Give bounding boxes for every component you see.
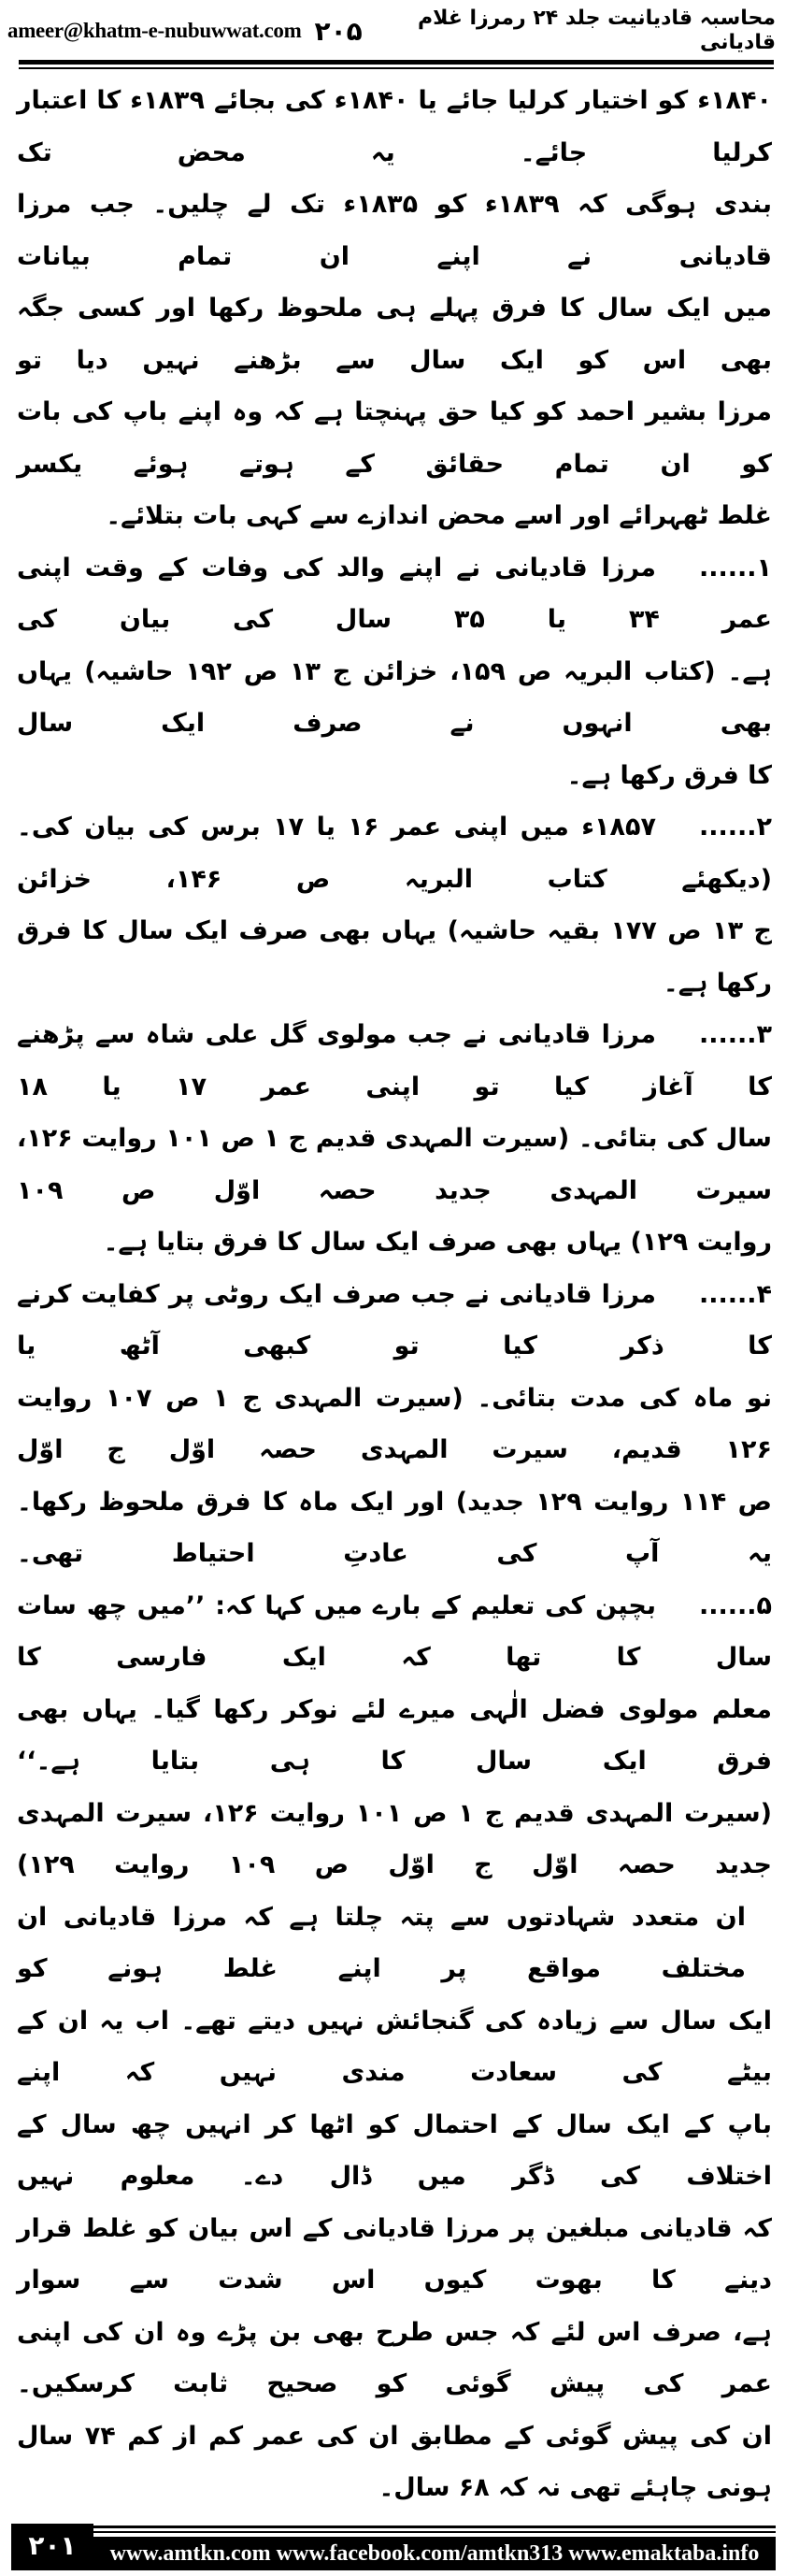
page-header [0, 0, 785, 75]
item-text: بچپن کی تعلیم کے بارے میں کہا کہ: ’’میں چھ سات سال کا تھا کہ ایک فارسی کا [17, 1590, 772, 1672]
text-line: میں ایک سال کا فرق پہلے ہی ملحوظ رکھا اور کسی جگہ بھی اس کو ایک سال سے بڑھنے نہیں دیا تو [17, 294, 772, 375]
text-line: بندی ہوگی کہ ۱۸۳۹ء کو ۱۸۳۵ء تک لے چلیں۔ جب مرزا قادیانی نے اپنے ان تمام بیانات [17, 190, 772, 271]
item-marker: ۲...... [698, 813, 772, 842]
footer-rule-top [93, 2526, 776, 2528]
header-rule-thick [19, 60, 774, 65]
numbered-item-2 [17, 801, 772, 905]
text-line: روایت ۱۲۹) یہاں بھی صرف ایک سال کا فرق بتایا ہے۔ [103, 1228, 772, 1257]
text-line: ج ۱۳ ص ۱۷۷ بقیہ حاشیہ) یہاں بھی صرف ایک سال کا فرق رکھا ہے۔ [17, 916, 773, 998]
item-text: مرزا قادیانی نے جب مولوی گل علی شاہ سے پڑھنے کا آغاز کیا تو اپنی عمر ۱۷ یا ۱۸ [17, 1020, 772, 1101]
footer-page-number: ۲۰۱ [11, 2524, 93, 2570]
text-line: ۱۸۴۰ء کو اختیار کرلیا جائے یا ۱۸۴۰ء کی بجائے ۱۸۳۹ء کا اعتبار کرلیا جائے۔ یہ محض تک [17, 86, 772, 167]
text-line: غلط ٹھہرائے اور اسے محض اندازے سے کہی بات بتلائے۔ [106, 501, 772, 530]
item-marker: ۴...... [698, 1279, 772, 1309]
text-line: کہ قادیانی مبلغین پر مرزا قادیانی کے اس بیان کو غلط قرار دینے کا بھوت کیوں اس شدت سے سوار [17, 2213, 772, 2295]
header-book-title: محاسبہ قادیانیت جلد ۲۴ رمرزا غلام قادیانی [418, 7, 776, 54]
text-line: ص ۱۱۴ روایت ۱۲۹ جدید) اور ایک ماہ کا فرق ملحوظ رکھا۔ یہ آپ کی عادتِ احتیاط تھی۔ [17, 1487, 772, 1568]
footer-links: www.amtkn.com www.facebook.com/amtkn313 www.emaktaba.info [93, 2537, 776, 2570]
header-email: ameer@khatm-e-nubuwwat.com [7, 19, 302, 42]
text-line: ان متعدد شہادتوں سے پتہ چلتا ہے کہ مرزا قادیانی ان مختلف مواقع پر اپنے غلط ہونے کو [17, 1902, 746, 1983]
header-rule-thin [19, 67, 774, 69]
text-line: ایک سال سے زیادہ کی گنجائش نہیں دیتے تھے۔ اب یہ ان کے بیٹے کی سعادت مندی نہیں کہ اپنے [17, 2006, 772, 2087]
numbered-item-5 [17, 1580, 772, 1684]
item-text: ۱۸۵۷ء میں اپنی عمر ۱۶ یا ۱۷ برس کی بیان کی۔ (دیکھئے کتاب البریہ ص ۱۴۶، خزائن [17, 813, 772, 894]
page-body [17, 75, 772, 2514]
text-line: سال کی بتائی۔ (سیرت المہدی قدیم ج ۱ ص ۱۰۱ روایت ۱۲۶، سیرت المہدی جدید حصہ اوّل ص ۱۰۹ [17, 1124, 772, 1205]
item-marker: ۳...... [698, 1020, 772, 1049]
header-row [7, 7, 776, 54]
text-line: ان کی پیش گوئی کے مطابق ان کی عمر کم از کم ۷۴ سال ہونی چاہئے تھی نہ کہ ۶۸ سال۔ [17, 2421, 772, 2502]
text-line: مرزا بشیر احمد کو کیا حق پہنچتا ہے کہ وہ اپنے باپ کی بات کو ان تمام حقائق کے ہوتے ہوئے یکسر [17, 397, 772, 479]
item-text: مرزا قادیانی نے جب صرف ایک روٹی پر کفایت کرنے کا ذکر کیا تو کبھی آٹھ یا [17, 1279, 772, 1360]
citation-line: (سیرت المہدی قدیم ج ۱ ص ۱۰۱ روایت ۱۲۶، سیرت المہدی جدید حصہ اوّل ج اوّل ص ۱۰۹ روایت ۱۲۹) [17, 1798, 772, 1879]
text-line: کا فرق رکھا ہے۔ [566, 760, 772, 790]
item-marker: ۵...... [698, 1590, 772, 1620]
header-page-number: ۲۰۵ [314, 15, 363, 47]
text-line: معلم مولوی فضل الٰہی میرے لئے نوکر رکھا گیا۔ یہاں بھی فرق ایک سال کا ہی بتایا ہے۔‘‘ [17, 1694, 772, 1776]
text-line: باپ کے ایک سال کے احتمال کو اٹھا کر انہیں چھ سال کے اختلاف کی ڈگر میں ڈال دے۔ معلوم نہیں [17, 2109, 772, 2191]
footer-rule-bottom [93, 2531, 776, 2533]
item-text: مرزا قادیانی نے اپنے والد کی وفات کے وقت اپنی عمر ۳۴ یا ۳۵ سال کی بیان کی [17, 553, 772, 634]
numbered-item-3 [17, 1009, 772, 1113]
item-marker: ۱...... [698, 553, 772, 583]
text-line: نو ماہ کی مدت بتائی۔ (سیرت المہدی ج ۱ ص ۱۰۷ روایت ۱۲۶ قدیم، سیرت المہدی حصہ اوّل ج اوّل [17, 1383, 773, 1464]
page-footer [0, 2522, 785, 2576]
numbered-item-4 [17, 1269, 772, 1373]
numbered-item-1 [17, 542, 772, 646]
text-line: ہے، صرف اس لئے کہ جس طرح بھی بن پڑے وہ ان کی اپنی عمر کی پیش گوئی کو صحیح ثابت کرسکیں۔ [17, 2317, 772, 2398]
text-line: ہے۔ (کتاب البریہ ص ۱۵۹، خزائن ج ۱۳ ص ۱۹۲ حاشیہ) یہاں بھی انہوں نے صرف ایک سال [17, 656, 772, 738]
